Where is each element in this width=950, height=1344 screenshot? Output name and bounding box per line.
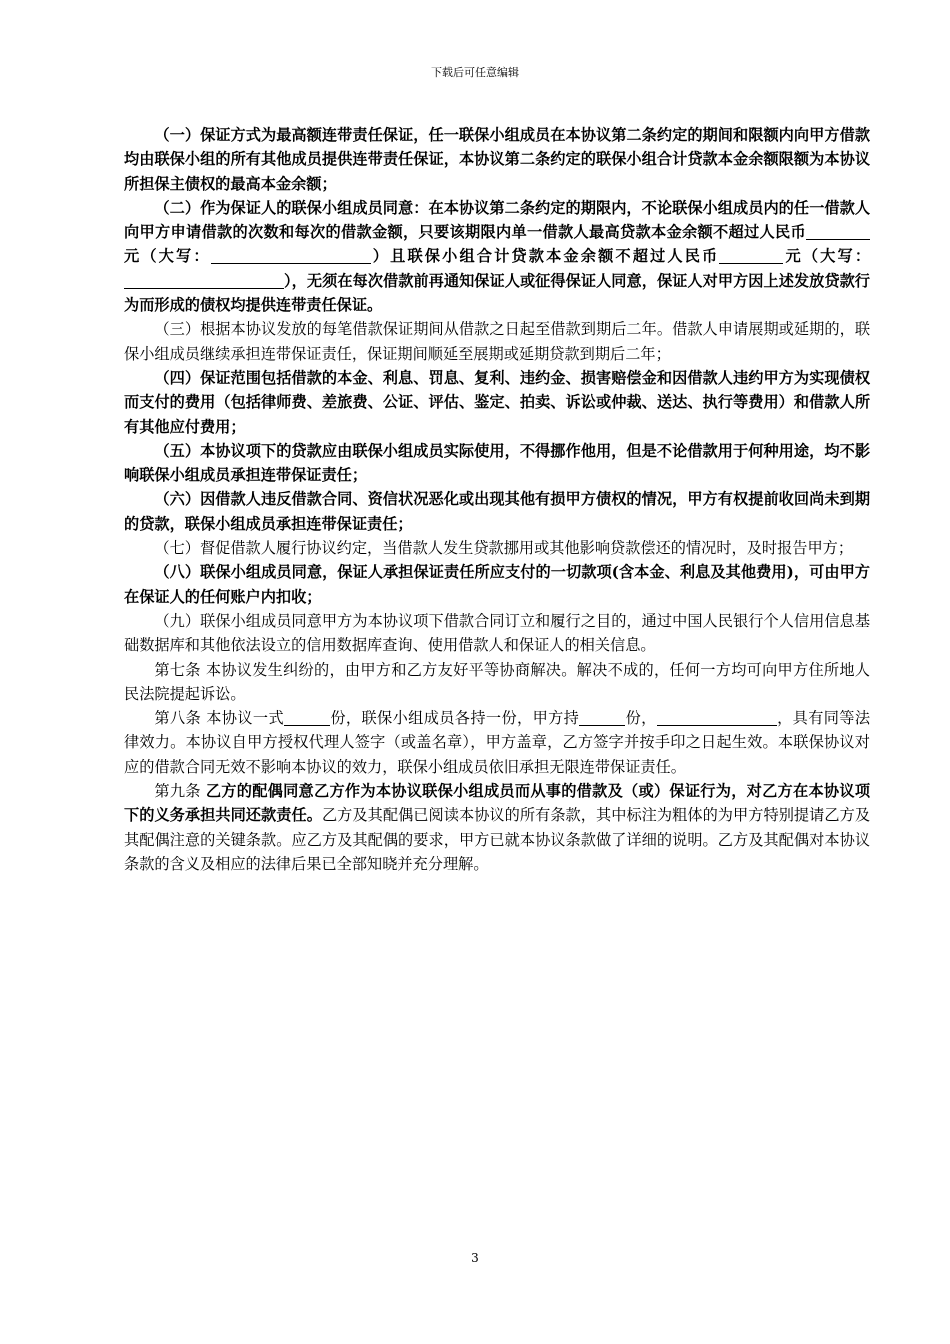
clause-text: ），无须在每次借款前再通知保证人或征得保证人同意，保证人对甲方因上述发放贷款行为而形成的债权均提供连带责任保证。: [124, 271, 870, 315]
clause-text: 第九条: [154, 782, 206, 801]
clause-text: 第八条 本协议一式: [154, 709, 285, 728]
clause-loan-usage: （五）本协议项下的贷款应由联保小组成员实际使用，不得挪作他用，但是不论借款用于何种用途，均不影响联保小组成员承担连带保证责任；: [124, 441, 870, 485]
page-header: 下载后可任意编辑: [431, 66, 519, 79]
clause-text: 乙方及其配偶已阅读本协议的所有条款，其中标注为粗体的为甲方特别提请乙方及其配偶注意的关键条款。应乙方及其配偶的要求，甲方已就本协议条款做了详细的说明。乙方及其配偶对本协议条款的含义及相应的法律后果已全部知晓并充分理解。: [124, 806, 871, 873]
party-a-copies-blank: [579, 709, 625, 726]
total-amount-in-words-blank: [124, 272, 284, 289]
clause-text: ）且联保小组合计贷款本金余额不超过人民币: [370, 247, 720, 266]
clause-credit-inquiry: （九）联保小组成员同意甲方为本协议项下借款合同订立和履行之目的，通过中国人民银行个人信用信息基础数据库和其他依法设立的信用数据库查询、使用借款人和保证人的相关信息。: [124, 611, 870, 655]
clause-account-deduction: （八）联保小组成员同意，保证人承担保证责任所应支付的一切款项(含本金、利息及其他费用)，可由甲方在保证人的任何账户内扣收；: [124, 563, 870, 606]
article-nine: [124, 779, 870, 876]
spouse-consent-text: 乙方的配偶同意乙方作为本协议联保小组成员而从事的借款及（或）保证行为，对乙方在本协议项下的义务承担共同还款责任。: [124, 782, 871, 825]
clause-text: 元（大写：: [783, 247, 871, 266]
document-body: [124, 123, 870, 876]
clause-guarantee-scope: （四）保证范围包括借款的本金、利息、罚息、复利、违约金、损害赔偿金和因借款人违约甲方为实现债权而支付的费用（包括律师费、差旅费、公证、评估、鉴定、拍卖、诉讼或仲裁、送达、执行等费用）和借款人所有其他应付费用；: [124, 368, 870, 436]
other-copies-blank: [657, 709, 777, 726]
total-amount-blank: [719, 247, 783, 264]
clause-guarantor-consent: [124, 196, 870, 317]
amount-blank: [806, 223, 870, 240]
clause-supervision: （七）督促借款人履行协议约定，当借款人发生贷款挪用或其他影响贷款偿还的情况时，及时报告甲方；: [154, 539, 854, 558]
clause-guarantee-period: （三）根据本协议发放的每笔借款保证期间从借款之日起至借款到期后二年。借款人申请展期或延期的，联保小组成员继续承担连带保证责任，保证期间顺延至展期或延期贷款到期后二年；: [124, 320, 870, 363]
copies-blank: [284, 709, 330, 726]
clause-text: ，具有同等法律效力。本协议自甲方授权代理人签字（或盖名章），甲方盖章，乙方签字并按手印之日起生效。本联保协议对应的借款合同无效不影响本协议的效力，联保小组成员依旧承担无限连带保证责任。: [124, 709, 871, 776]
amount-in-words-blank: [211, 247, 371, 264]
clause-text: 份，: [625, 709, 657, 728]
clause-text: 元（大写：: [124, 247, 211, 266]
article-eight: [124, 706, 870, 779]
article-seven: 第七条 本协议发生纠纷的，由甲方和乙方友好平等协商解决。解决不成的，任何一方均可向甲方住所地人民法院提起诉讼。: [124, 660, 870, 703]
clause-guarantee-method: （一）保证方式为最高额连带责任保证，任一联保小组成员在本协议第二条约定的期间和限额内向甲方借款均由联保小组的所有其他成员提供连带责任保证，本协议第二条约定的联保小组合计贷款本金余额限额为本协议所担保主债权的最高本金余额；: [124, 126, 870, 193]
clause-early-recovery: （六）因借款人违反借款合同、资信状况恶化或出现其他有损甲方债权的情况，甲方有权提前收回尚未到期的贷款，联保小组成员承担连带保证责任；: [124, 490, 870, 533]
page-number: 3: [471, 1251, 479, 1265]
clause-text: （二）作为保证人的联保小组成员同意：在本协议第二条约定的期限内，不论联保小组成员内的任一借款人向甲方申请借款的次数和每次的借款金额，只要该期限内单一借款人最高贷款本金余额不超过人民币: [124, 198, 870, 242]
clause-text: 份，联保小组成员各持一份，甲方持: [330, 709, 580, 728]
